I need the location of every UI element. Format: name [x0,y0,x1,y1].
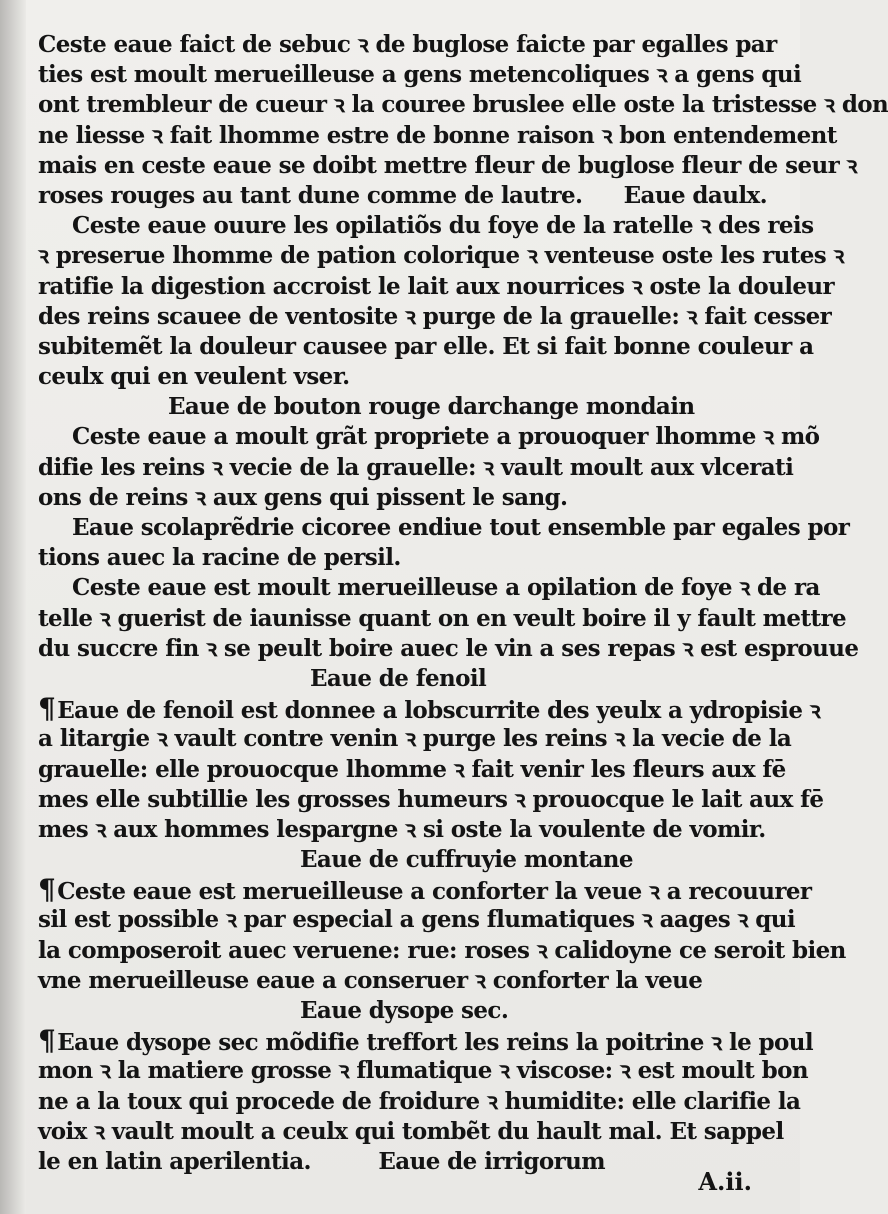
text-line [38,873,812,907]
text-line: ꝛ preserue lhomme de pation colorique ꝛ venteuse oste les rutes ꝛ [38,242,844,270]
text-line: grauelle: elle prouocque lhomme ꝛ fait venir les fleurs aux fē [38,755,786,783]
text-line: ne a la toux qui procede de froidure ꝛ humidite: elle clarifie la [38,1087,801,1115]
text-fragment: le en latin aperilentia. [38,1147,311,1175]
text-fragment: Eaue dysope sec mõdifie treffort les reins la poitrine ꝛ le poul [57,1029,814,1057]
section-heading: Eaue de cuffruyie montane [300,846,633,874]
paragraph-mark-icon: ¶ [38,873,56,907]
section-heading: Eaue de fenoil [310,664,487,692]
text-fragment: roses rouges au tant dune comme de lautre. [38,181,583,209]
text-line: subitemẽt la douleur causee par elle. Et si fait bonne couleur a [38,332,814,360]
text-line: voix ꝛ vault moult a ceulx qui tombẽt du hault mal. Et sappel [38,1117,784,1145]
text-line: telle ꝛ guerist de iaunisse quant on en veult boire il y fault mettre [38,604,847,632]
text-line: tions auec la racine de persil. [38,544,401,572]
section-heading: Eaue dysope sec. [300,997,509,1024]
section-heading: Eaue daulx. [623,181,767,209]
text-line: ratifie la digestion accroist le lait aux nourrices ꝛ oste la douleur [38,272,835,300]
text-line: difie les reins ꝛ vecie de la grauelle: ꝛ vault moult aux vlcerati [38,453,794,481]
text-line: mes elle subtillie les grosses humeurs ꝛ prouocque le lait aux fē [38,785,824,813]
text-line: ties est moult merueilleuse a gens metencoliques ꝛ a gens qui [38,61,802,89]
signature-mark: A.ii. [698,1167,752,1196]
page-gutter [0,0,26,1214]
text-line: des reins scauee de ventosite ꝛ purge de la grauelle: ꝛ fait cesser [38,302,832,330]
text-line: ne liesse ꝛ fait lhomme estre de bonne raison ꝛ bon entendement [38,121,837,149]
text-line: ont trembleur de cueur ꝛ la couree bruslee elle oste la tristesse ꝛ don [38,91,888,119]
text-line [38,181,773,211]
text-line: mon ꝛ la matiere grosse ꝛ flumatique ꝛ viscose: ꝛ est moult bon [38,1057,808,1085]
text-line: sil est possible ꝛ par especial a gens flumatiques ꝛ aages ꝛ qui [38,906,795,934]
text-line: du succre fin ꝛ se peult boire auec le vin a ses repas ꝛ est esprouue [38,634,859,662]
section-heading: Eaue scolaprẽdrie cicoree endiue tout ensemble par egales por [72,514,850,541]
text-line: Ceste eaue a moult grãt propriete a prouoquer lhomme ꝛ mõ [72,423,820,451]
text-line: mais en ceste eaue se doibt mettre fleur de buglose fleur de seur ꝛ [38,151,857,179]
paragraph-mark-icon: ¶ [38,692,56,726]
text-fragment: Ceste eaue est merueilleuse a conforter la veue ꝛ a recouurer [57,878,812,906]
text-line: mes ꝛ aux hommes lespargne ꝛ si oste la voulente de vomir. [38,815,766,843]
text-line: Ceste eaue ouure les opilatiõs du foye de la ratelle ꝛ des reis [72,212,814,240]
text-line: la composeroit auec veruene: rue: roses ꝛ calidoyne ce seroit bien [38,936,846,964]
section-heading: Eaue de irrigorum [378,1147,605,1175]
text-line [38,1147,773,1177]
text-line: a litargie ꝛ vault contre venin ꝛ purge les reins ꝛ la vecie de la [38,725,792,753]
text-line: ceulx qui en veulent vser. [38,363,350,391]
text-fragment: Eaue de fenoil est donnee a lobscurrite des yeulx a ydropisie ꝛ [57,697,821,725]
text-line: Ceste eaue est moult merueilleuse a opilation de foye ꝛ de ra [72,574,820,602]
section-heading: Eaue de bouton rouge darchange mondain [168,393,695,421]
text-line [38,692,821,726]
text-line [38,1024,814,1058]
paragraph-mark-icon: ¶ [38,1024,56,1058]
text-line: vne merueilleuse eaue a conseruer ꝛ conforter la veue [38,966,703,994]
text-line: Ceste eaue faict de sebuc ꝛ de buglose faicte par egalles par [38,31,777,58]
blackletter-text [38,30,888,1177]
text-line: ons de reins ꝛ aux gens qui pissent le sang. [38,483,568,511]
